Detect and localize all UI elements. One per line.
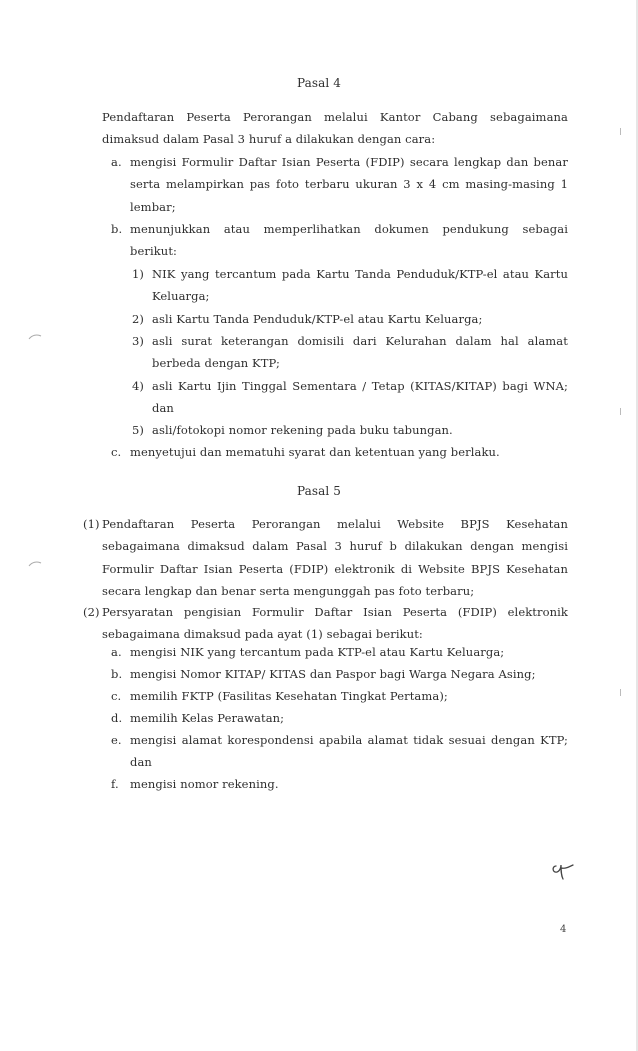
subitem-marker: 4) [132,379,145,393]
item-text: menunjukkan atau memperlihatkan dokumen pendukung sebagai berikut: [130,222,568,259]
pasal-4-intro: Pendaftaran Peserta Perorangan melalui Kantor Cabang sebagaimana dimaksud dalam Pasal 3 huruf a dilakukan dengan cara: [102,110,568,147]
pasal-4-subitem-3 [132,330,568,375]
ayat-text: Pendaftaran Peserta Perorangan melalui Website BPJS Kesehatan sebagaimana dimaksud dalam Pasal 3 huruf b dilakukan dengan mengisi Formulir Daftar Isian Peserta (FDIP) elektronik di Website BPJS Kesehatan secara lengkap dan benar serta mengunggah pas foto terbaru; [102,517,568,598]
item-text: memilih Kelas Perawatan; [130,711,285,725]
subitem-marker: 2) [132,312,145,326]
scan-mark-right-3 [620,689,621,696]
item-marker: c. [111,445,122,459]
subitem-text: asli/fotokopi nomor rekening pada buku tabungan. [152,423,453,437]
item-text: mengisi Formulir Daftar Isian Peserta (FDIP) secara lengkap dan benar serta melampirkan pas foto terbaru ukuran 3 x 4 cm masing-masing 1 lembar; [130,155,568,214]
pasal-5-ayat-1 [83,513,568,602]
item-text: menyetujui dan mematuhi syarat dan ketentuan yang berlaku. [130,445,500,459]
subitem-text: asli Kartu Ijin Tinggal Sementara / Tetap (KITAS/KITAP) bagi WNA; dan [152,379,568,416]
item-text: mengisi Nomor KITAP/ KITAS dan Paspor bagi Warga Negara Asing; [130,667,536,681]
subitem-text: asli surat keterangan domisili dari Kelurahan dalam hal alamat berbeda dengan KTP; [152,334,568,371]
item-marker: e. [111,733,122,747]
item-marker: a. [111,645,122,659]
scan-mark-right-1 [620,128,621,135]
item-marker: c. [111,689,122,703]
pasal-4-item-a [111,151,568,218]
pasal-4-subitem-1 [132,263,568,308]
ayat-marker: (2) [83,605,100,619]
pasal-5-title: Pasal 5 [297,484,341,498]
pasal-5-item-f [111,773,568,795]
pasal-4-subitem-2 [132,308,568,330]
item-marker: d. [111,711,123,725]
scan-mark-left-1 [28,333,42,341]
scan-mark-right-2 [620,408,621,415]
handwritten-initial [549,858,579,882]
pasal-4-title: Pasal 4 [297,76,341,90]
scan-mark-left-2 [28,560,42,568]
subitem-text: asli Kartu Tanda Penduduk/KTP-el atau Kartu Keluarga; [152,312,483,326]
item-marker: a. [111,155,122,169]
pasal-5-ayat-2 [83,601,568,646]
item-marker: b. [111,222,123,236]
item-marker: b. [111,667,123,681]
pasal-5-item-d [111,707,568,729]
subitem-marker: 1) [132,267,145,281]
page-number: 4 [560,924,567,935]
pasal-4-item-b [111,218,568,263]
item-text: mengisi nomor rekening. [130,777,279,791]
pasal-5-item-c [111,685,568,707]
subitem-text: NIK yang tercantum pada Kartu Tanda Penduduk/KTP-el atau Kartu Keluarga; [152,267,568,304]
pasal-4-item-c [111,441,568,463]
ayat-text: Persyaratan pengisian Formulir Daftar Isian Peserta (FDIP) elektronik sebagaimana dimaksud pada ayat (1) sebagai berikut: [102,605,568,642]
ayat-marker: (1) [83,517,100,531]
pasal-5-item-e [111,729,568,774]
item-text: memilih FKTP (Fasilitas Kesehatan Tingkat Pertama); [130,689,448,703]
pasal-4-subitem-4 [132,375,568,420]
subitem-marker: 5) [132,423,145,437]
item-marker: f. [111,777,119,791]
subitem-marker: 3) [132,334,145,348]
pasal-5-item-a [111,641,568,663]
item-text: mengisi alamat korespondensi apabila alamat tidak sesuai dengan KTP; dan [130,733,568,770]
pasal-5-item-b [111,663,568,685]
pasal-4-subitem-5 [132,419,568,441]
item-text: mengisi NIK yang tercantum pada KTP-el atau Kartu Keluarga; [130,645,505,659]
